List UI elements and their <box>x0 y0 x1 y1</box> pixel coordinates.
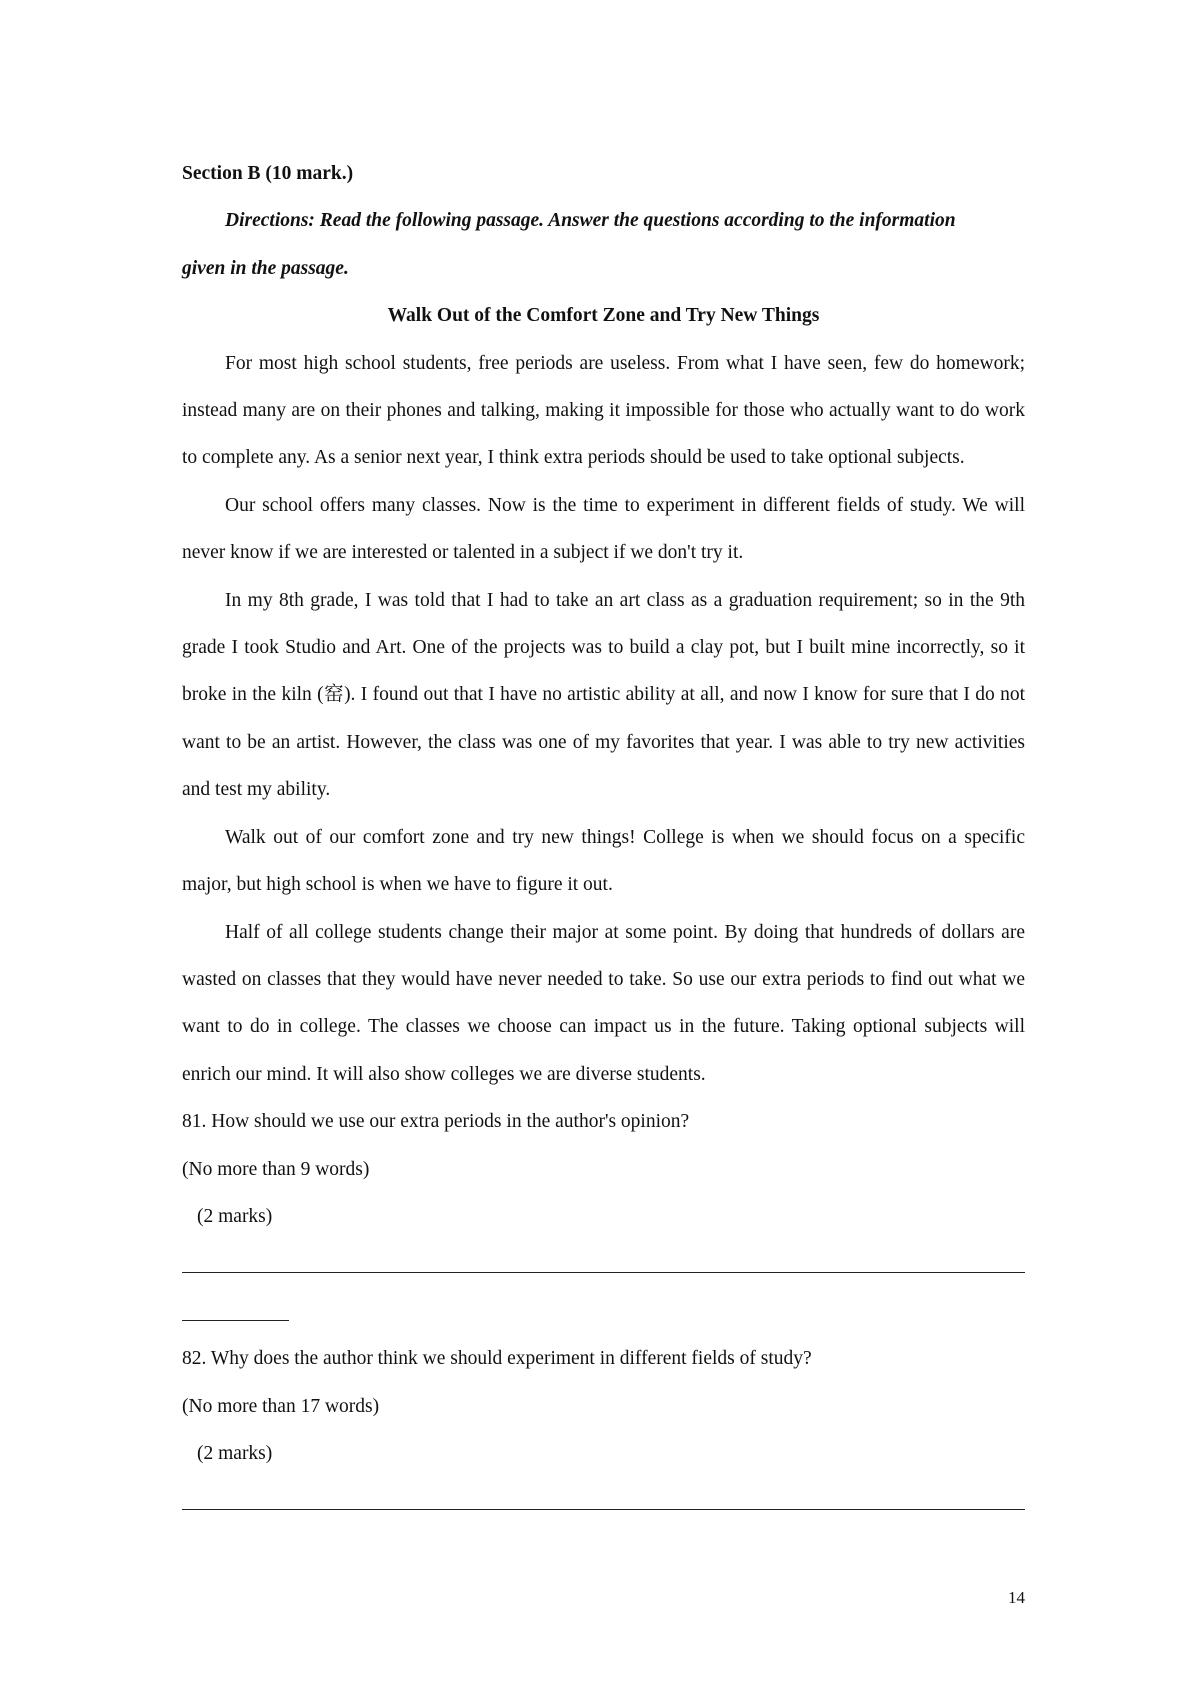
directions-line-1: Directions: Read the following passage. Answer the questions according to the information <box>225 210 956 232</box>
question-82-answer-line[interactable] <box>182 1477 1025 1524</box>
passage-title: Walk Out of the Comfort Zone and Try New Things <box>387 305 820 327</box>
question-81-text: 81. How should we use our extra periods in the author's opinion? <box>182 1111 690 1133</box>
passage-paragraph-4: Walk out of our comfort zone and try new things! College is when we should focus on a specific major, but high school is when we have to figure it out. <box>182 826 1025 896</box>
question-81-word-limit: (No more than 9 words) <box>182 1158 370 1180</box>
answer-rule <box>182 1509 1025 1510</box>
answer-rule <box>182 1272 1025 1273</box>
question-82-text: 82. Why does the author think we should experiment in different fields of study? <box>182 1348 812 1370</box>
question-82-marks: (2 marks) <box>197 1442 273 1464</box>
passage-paragraph-3: In my 8th grade, I was told that I had to take an art class as a graduation requirement; so in the 9th grade I took Studio and Art. One of the projects was to build a clay pot, but I built mine incorrectly, so it broke in the kiln (窑). I found out that I have no artistic ability at all, and now I know for sure that I do not want to be an artist. However, the class was one of my favorites that year. I was able to try new activities and test my ability. <box>182 589 1025 801</box>
question-81-answer-line[interactable] <box>182 1240 1025 1287</box>
section-title: Section B (10 mark.) <box>182 163 354 184</box>
question-81-answer-line-continued[interactable] <box>182 1288 1025 1335</box>
passage-paragraph-1: For most high school students, free periods are useless. From what I have seen, few do homework; instead many are on their phones and talking, making it impossible for those who actually want to do work to complete any. As a senior next year, I think extra periods should be used to take optional subjects. <box>182 352 1025 469</box>
question-81-marks: (2 marks) <box>197 1205 273 1227</box>
answer-rule-short <box>182 1320 289 1321</box>
page-number: 14 <box>1008 1588 1025 1607</box>
passage-paragraph-2: Our school offers many classes. Now is the time to experiment in different fields of study. We will never know if we are interested or talented in a subject if we don't try it. <box>182 494 1025 564</box>
question-82-word-limit: (No more than 17 words) <box>182 1395 380 1417</box>
passage-paragraph-5: Half of all college students change their major at some point. By doing that hundreds of dollars are wasted on classes that they would have never needed to take. So use our extra periods to find out what we want to do in college. The classes we choose can impact us in the future. Taking optional subjects will enrich our mind. It will also show colleges we are diverse students. <box>182 921 1025 1085</box>
page-content <box>182 150 1025 1525</box>
directions-line-2: given in the passage. <box>182 257 349 279</box>
